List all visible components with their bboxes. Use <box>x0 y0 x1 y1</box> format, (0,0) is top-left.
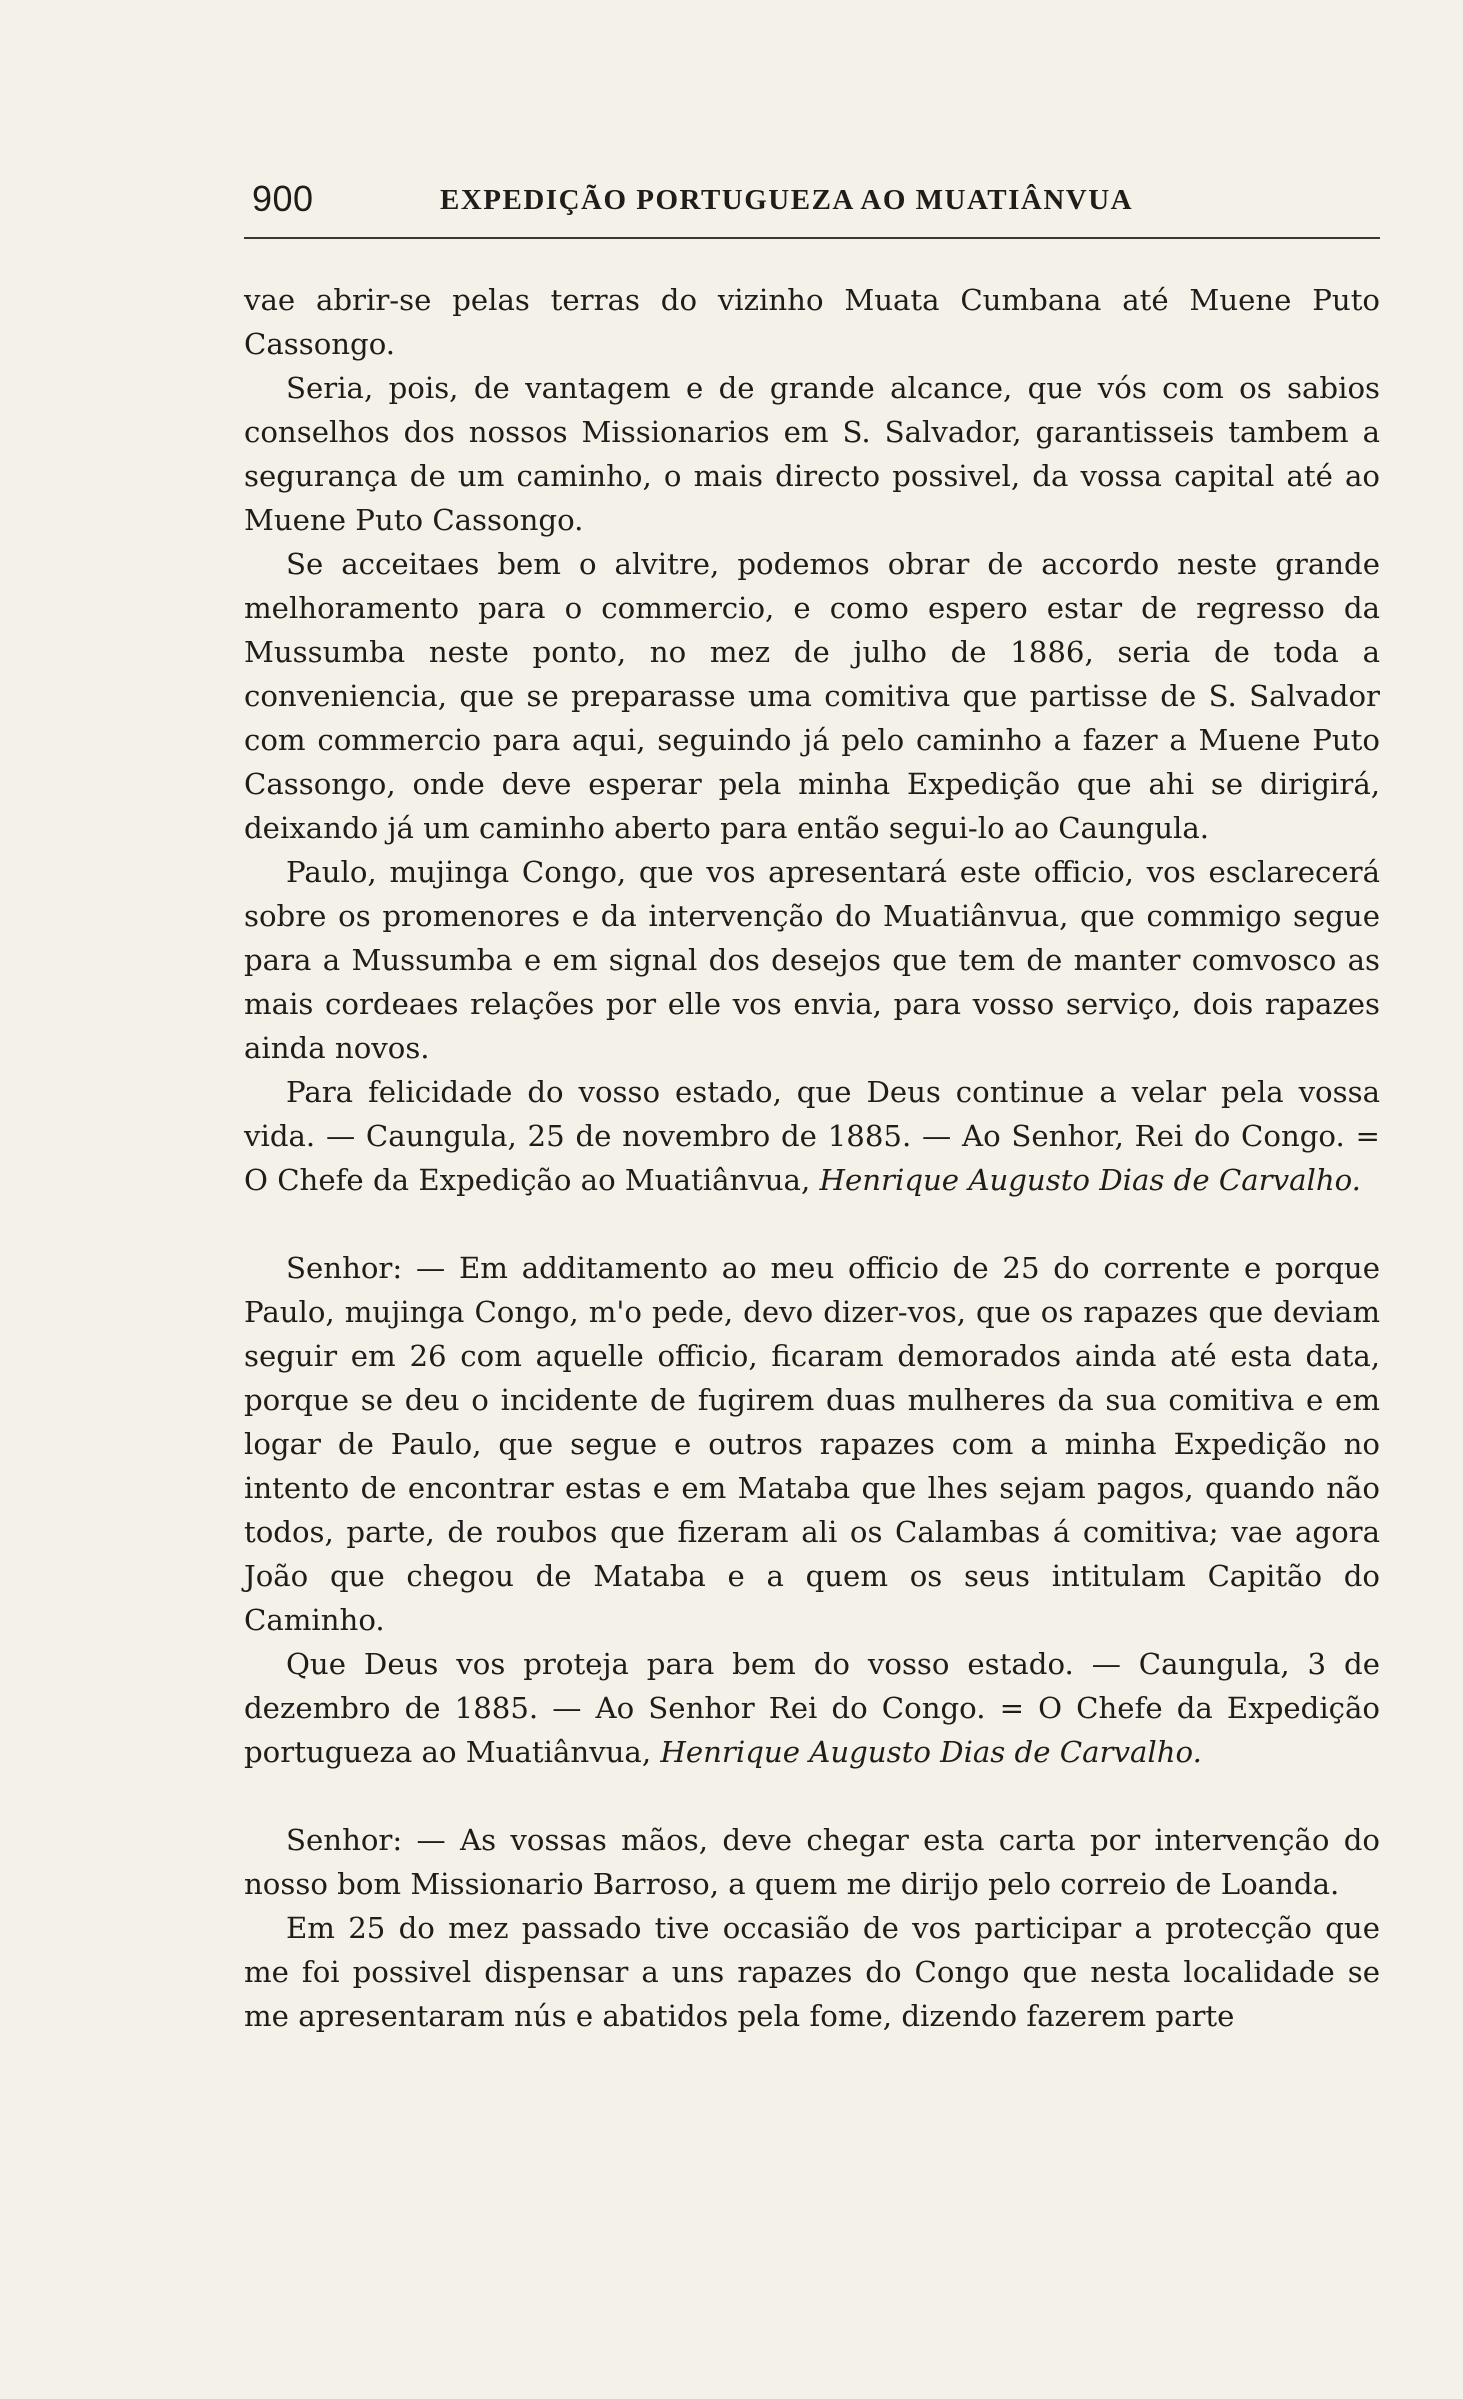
signature: Henrique Augusto Dias de Carvalho. <box>660 1735 1202 1769</box>
section-gap <box>244 1202 1380 1246</box>
signature: Henrique Augusto Dias de Carvalho. <box>819 1163 1361 1197</box>
letter-dec-3 <box>244 1246 1380 1774</box>
header-rule <box>244 237 1380 239</box>
closing-text: Para felicidade do vosso estado, que Deus continue a velar pela vossa vida. — Caungula, 25 de novembro de 1885. — Ao Senhor, Rei do Congo. = O Chefe da Expedição ao Muatiânvua, <box>244 1075 1380 1197</box>
paragraph: Seria, pois, de vantagem e de grande alcance, que vós com os sabios conselhos dos nossos Missionarios em S. Salvador, garantisseis tambem a segurança de um caminho, o mais directo possivel, da vossa capital até ao Muene Puto Cassongo. <box>244 371 1380 537</box>
page-header <box>244 170 1380 226</box>
closing-text: Que Deus vos proteja para bem do vosso estado. — Caungula, 3 de dezembro de 1885. — Ao Senhor Rei do Congo. = O Chefe da Expedição portugueza ao Muatiânvua, <box>244 1647 1380 1769</box>
paragraph: Em 25 do mez passado tive occasião de vos participar a protecção que me foi possivel dispensar a uns rapazes do Congo que nesta localidade se me apresentaram nús e abatidos pela fome, dizendo fazerem parte <box>244 1911 1380 2033</box>
paragraph: vae abrir-se pelas terras do vizinho Muata Cumbana até Muene Puto Cassongo. <box>244 283 1380 361</box>
closing-paragraph <box>244 1642 1380 1774</box>
page-number: 900 <box>252 178 314 219</box>
paragraph: Paulo, mujinga Congo, que vos apresentará este officio, vos esclarecerá sobre os promenores e da intervenção do Muatiânvua, que commigo segue para a Mussumba e em signal dos desejos que tem de manter comvosco as mais cordeaes relações por elle vos envia, para vosso serviço, dois rapazes ainda novos. <box>244 855 1380 1065</box>
paragraph: Se acceitaes bem o alvitre, podemos obrar de accordo neste grande melhoramento para o commercio, e como espero estar de regresso da Mussumba neste ponto, no mez de julho de 1886, seria de toda a conveniencia, que se preparasse uma comitiva que partisse de S. Salvador com commercio para aqui, seguindo já pelo caminho a fazer a Muene Puto Cassongo, onde deve esperar pela minha Expedição que ahi se dirigirá, deixando já um caminho aberto para então segui-lo ao Caungula. <box>244 547 1380 845</box>
paragraph: Senhor: — As vossas mãos, deve chegar esta carta por intervenção do nosso bom Missionario Barroso, a quem me dirijo pelo correio de Loanda. <box>244 1823 1380 1901</box>
section-gap <box>244 1774 1380 1818</box>
letter-nov-25 <box>244 278 1380 1202</box>
closing-paragraph <box>244 1070 1380 1202</box>
letter-barroso <box>244 1818 1380 2038</box>
paragraph: Senhor: — Em additamento ao meu officio de 25 do corrente e porque Paulo, mujinga Congo, m'o pede, devo dizer-vos, que os rapazes que deviam seguir em 26 com aquelle officio, ficaram demorados ainda até esta data, porque se deu o incidente de fugirem duas mulheres da sua comitiva e em logar de Paulo, que segue e outros rapazes com a minha Expedição no intento de encontrar estas e em Mataba que lhes sejam pagos, quando não todos, parte, de roubos que fizeram ali os Calambas á comitiva; vae agora João que chegou de Mataba e a quem os seus intitulam Capitão do Caminho. <box>244 1251 1380 1637</box>
running-title: EXPEDIÇÃO PORTUGUEZA AO MUATIÂNVUA <box>440 184 1134 216</box>
page-body <box>244 278 1380 2038</box>
book-page <box>244 170 1380 2033</box>
